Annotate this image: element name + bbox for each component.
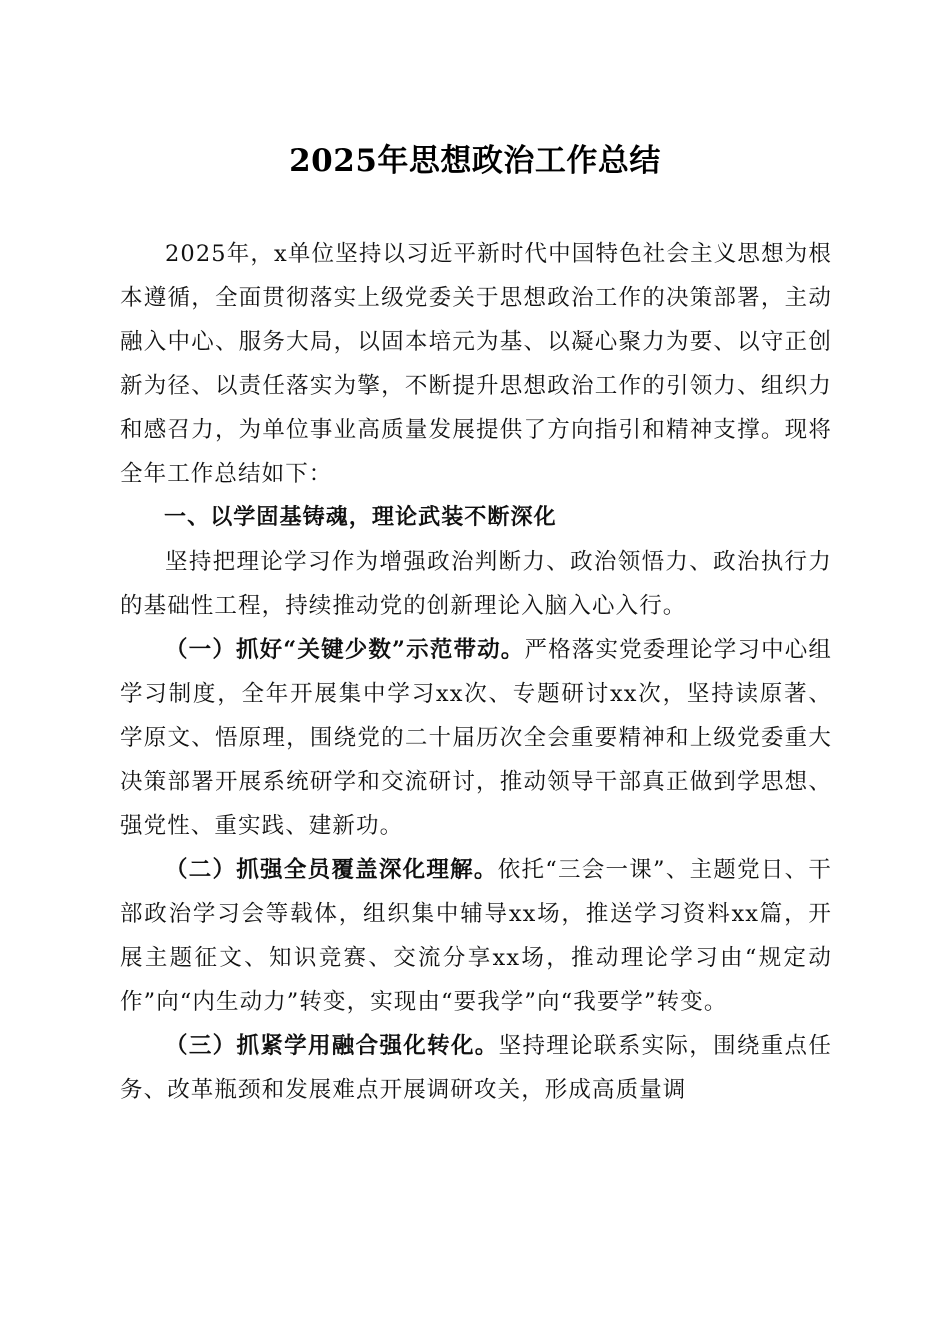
section-heading: 一、以学固基铸魂，理论武装不断深化: [164, 505, 557, 530]
item-paragraph-3: [120, 1024, 832, 1112]
item-subtitle: （三）抓紧学用融合强化转化。: [165, 1033, 499, 1059]
item-text: 严格落实党委理论学习中心组学习制度，全年开展集中学习xx次、专题研讨xx次，坚持读原著、学原文、悟原理，围绕党的二十届历次全会重要精神和上级党委重大决策部署开展系统研学和交流研讨，推动领导干部真正做到学思想、强党性、重实践、建新功。: [120, 637, 832, 839]
section-lead-paragraph: 坚持把理论学习作为增强政治判断力、政治领悟力、政治执行力的基础性工程，持续推动党的创新理论入脑入心入行。: [120, 549, 832, 619]
document-body: [120, 232, 832, 1112]
item-paragraph-1: [120, 628, 832, 848]
item-paragraph-2: [120, 848, 832, 1024]
document-title: 2025年思想政治工作总结: [289, 143, 661, 179]
item-text: 坚持理论联系实际，围绕重点任务、改革瓶颈和发展难点开展调研攻关，形成高质量调: [120, 1033, 832, 1103]
item-subtitle: （一）抓好“关键少数”示范带动。: [165, 637, 525, 663]
item-text: 依托“三会一课”、主题党日、干部政治学习会等载体，组织集中辅导xx场，推送学习资料xx篇，开展主题征文、知识竞赛、交流分享xx场，推动理论学习由“规定动作”向“内生动力”转变，实现由“要我学”向“我要学”转变。: [120, 857, 832, 1015]
item-subtitle: （二）抓强全员覆盖深化理解。: [165, 857, 498, 883]
intro-paragraph: 2025年，x单位坚持以习近平新时代中国特色社会主义思想为根本遵循，全面贯彻落实上级党委关于思想政治工作的决策部署，主动融入中心、服务大局，以固本培元为基、以凝心聚力为要、以守正创新为径、以责任落实为擎，不断提升思想政治工作的引领力、组织力和感召力，为单位事业高质量发展提供了方向指引和精神支撑。现将全年工作总结如下：: [120, 241, 832, 487]
